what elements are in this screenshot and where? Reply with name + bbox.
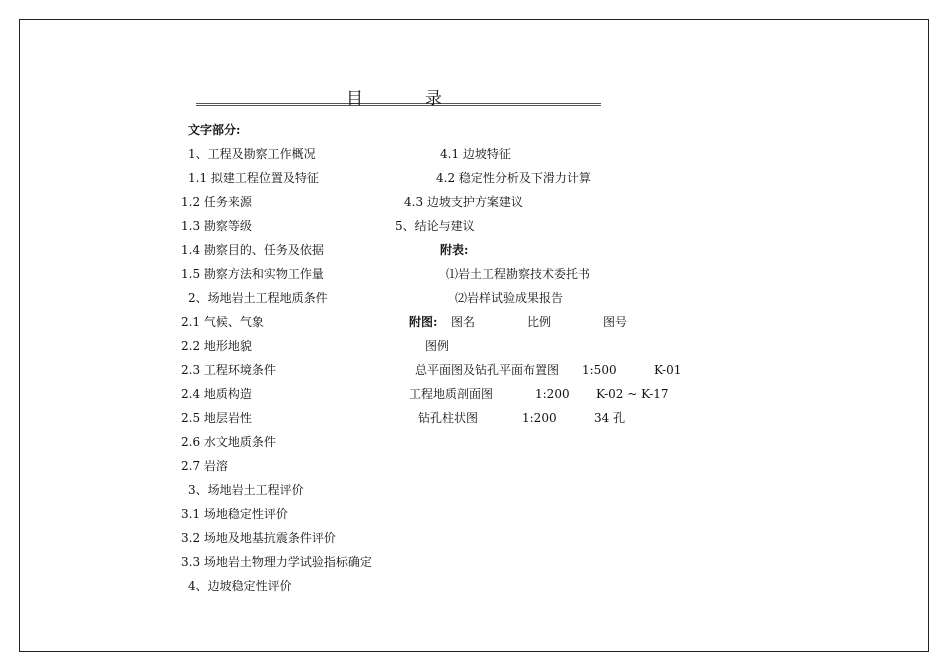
figure-row-1-name: 图例: [425, 339, 450, 353]
title-char-2: 录: [425, 89, 442, 109]
toc-item-4: 4、边坡稳定性评价: [188, 579, 292, 593]
toc-item-2-5: 2.5 地层岩性: [181, 411, 252, 425]
toc-item-4-2: 4.2 稳定性分析及下滑力计算: [436, 171, 591, 185]
toc-item-1-1: 1.1 拟建工程位置及特征: [188, 171, 319, 185]
text-section-header: 文字部分:: [188, 123, 241, 137]
toc-item-3-3: 3.3 场地岩土物理力学试验指标确定: [181, 555, 372, 569]
toc-item-1-4: 1.4 勘察目的、任务及依据: [181, 243, 324, 257]
figure-row-3-number: K-02 ~ K-17: [596, 387, 669, 401]
appendix-table-2: ⑵岩样试验成果报告: [455, 291, 564, 305]
figure-row-4-name: 钻孔柱状图: [418, 411, 479, 425]
toc-item-3-2: 3.2 场地及地基抗震条件评价: [181, 531, 336, 545]
toc-item-5: 5、结论与建议: [395, 219, 475, 233]
page-border: [19, 19, 929, 652]
toc-item-4-1: 4.1 边坡特征: [440, 147, 511, 161]
title-char-1: 目: [346, 89, 363, 109]
toc-title: [196, 86, 601, 109]
toc-item-2-2: 2.2 地形地貌: [181, 339, 252, 353]
toc-item-2: 2、场地岩土工程地质条件: [188, 291, 328, 305]
toc-item-2-4: 2.4 地质构造: [181, 387, 252, 401]
figure-row-3-scale: 1:200: [535, 387, 570, 401]
appendix-tables-header: 附表:: [440, 243, 469, 257]
figure-col-scale: 比例: [527, 315, 552, 329]
figure-row-2-scale: 1:500: [582, 363, 617, 377]
toc-item-2-6: 2.6 水文地质条件: [181, 435, 276, 449]
toc-item-2-3: 2.3 工程环境条件: [181, 363, 276, 377]
toc-item-4-3: 4.3 边坡支护方案建议: [404, 195, 523, 209]
figure-row-4-scale: 1:200: [522, 411, 557, 425]
toc-item-2-7: 2.7 岩溶: [181, 459, 228, 473]
appendix-figures-header: 附图:: [409, 315, 438, 329]
figure-col-name: 图名: [451, 315, 476, 329]
toc-item-3: 3、场地岩土工程评价: [188, 483, 304, 497]
figure-row-2-name: 总平面图及钻孔平面布置图: [415, 363, 560, 377]
toc-item-1: 1、工程及勘察工作概况: [188, 147, 316, 161]
toc-item-1-2: 1.2 任务来源: [181, 195, 252, 209]
appendix-table-1: ⑴岩土工程勘察技术委托书: [446, 267, 591, 281]
toc-item-3-1: 3.1 场地稳定性评价: [181, 507, 288, 521]
toc-item-1-5: 1.5 勘察方法和实物工作量: [181, 267, 324, 281]
figure-col-number: 图号: [603, 315, 628, 329]
figure-row-3-name: 工程地质剖面图: [409, 387, 494, 401]
figure-row-4-number: 34 孔: [594, 411, 626, 425]
figure-row-2-number: K-01: [654, 363, 682, 377]
toc-item-2-1: 2.1 气候、气象: [181, 315, 264, 329]
toc-item-1-3: 1.3 勘察等级: [181, 219, 252, 233]
